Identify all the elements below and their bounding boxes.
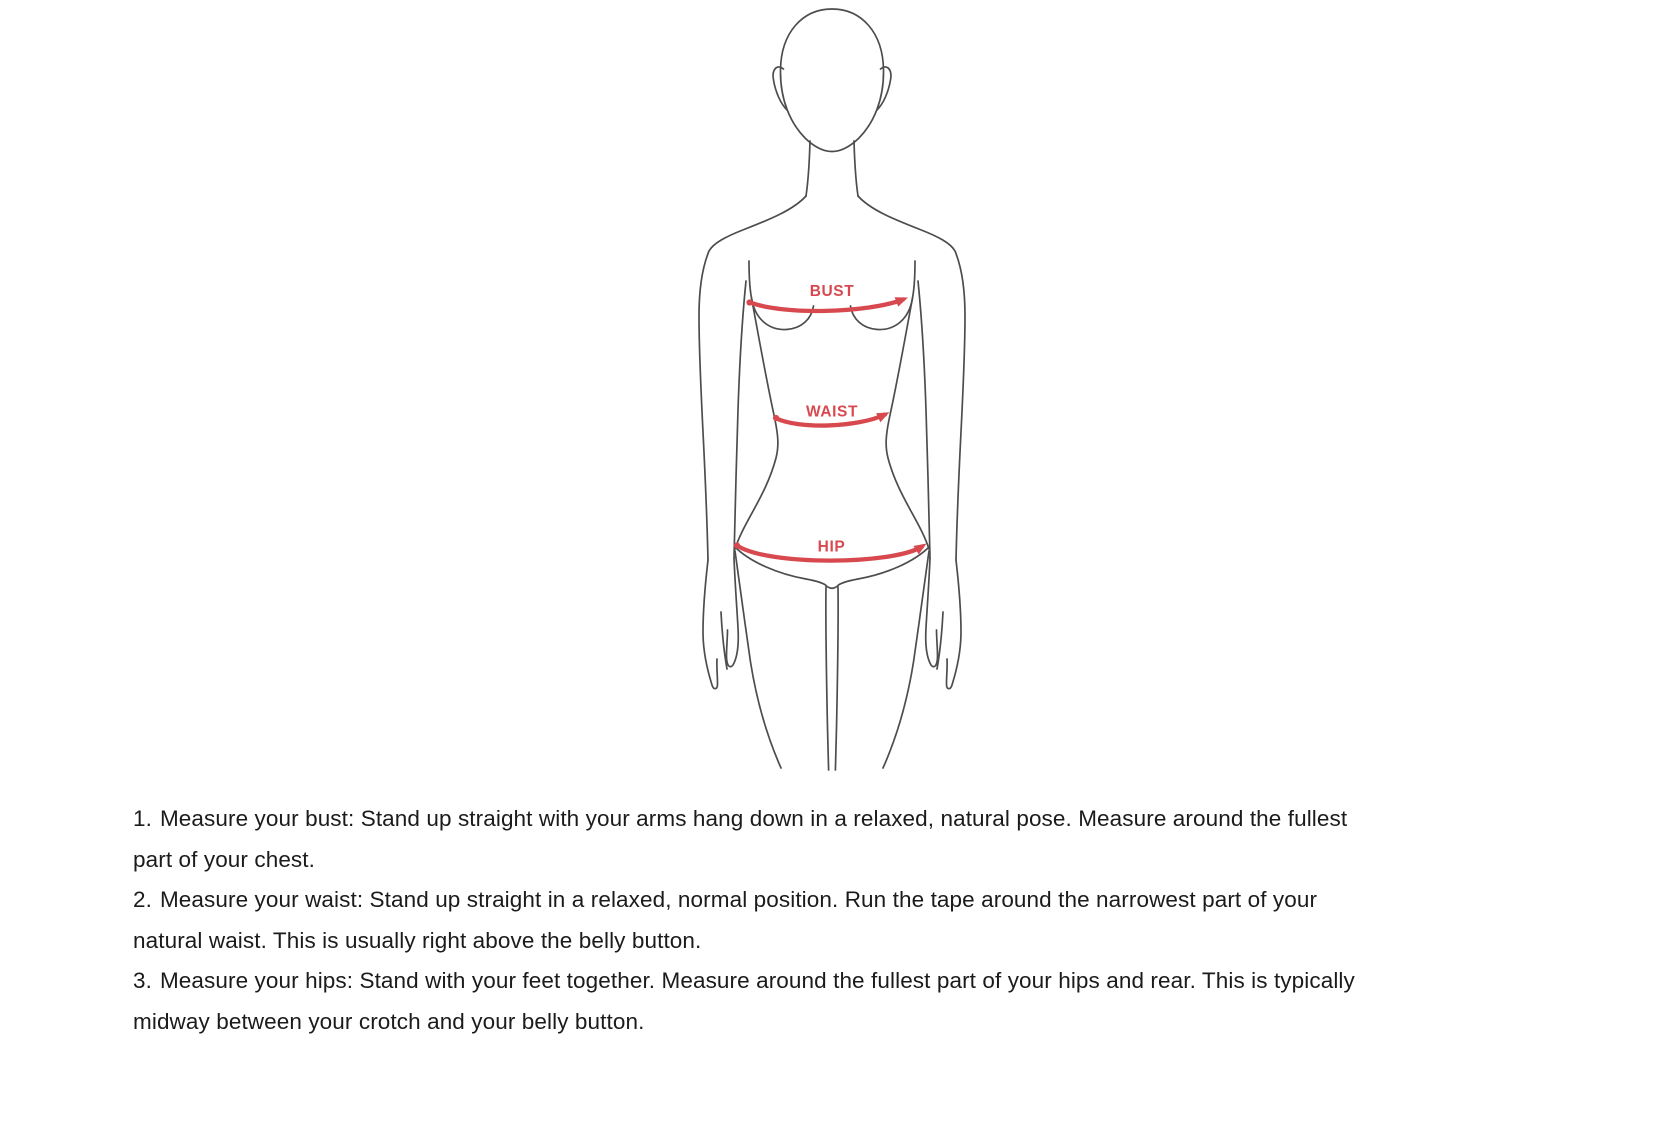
body-measurement-svg — [655, 0, 1009, 780]
instruction-3-text: Measure your hips: Stand with your feet together. Measure around the fullest part of your hips and rear. This is typically — [159, 968, 1355, 993]
neck-lines — [806, 141, 858, 196]
waist-arrow-start-dot — [773, 415, 779, 421]
left-shoulder-arm-outline — [699, 196, 806, 560]
waist-measurement — [773, 404, 890, 426]
instruction-3-line-1 — [133, 961, 1355, 1002]
outer-leg-lines — [735, 551, 929, 768]
right-shoulder-arm-outline — [858, 196, 965, 560]
instruction-2-number: 2. — [133, 887, 152, 912]
instruction-1-line-2: part of your chest. — [133, 846, 315, 872]
bust-arrowhead-icon — [895, 297, 908, 306]
waist-arrowhead-icon — [876, 412, 889, 422]
hip-measurement — [734, 539, 927, 561]
bust-measurement — [746, 283, 908, 311]
instruction-1-line-1 — [133, 799, 1355, 840]
instruction-3-number: 3. — [133, 968, 152, 993]
waist-label: WAIST — [805, 403, 859, 421]
body-measurement-figure — [655, 0, 1009, 780]
bust-label: BUST — [809, 283, 855, 300]
bust-arrow-start-dot — [746, 299, 752, 305]
inner-leg-lines — [826, 587, 838, 770]
instruction-1-text: Measure your bust: Stand up straight with your arms hang down in a relaxed, natural pose. Measure around the fullest — [159, 806, 1348, 831]
measurement-instructions — [133, 799, 1355, 1042]
instruction-2-line-2: natural waist. This is usually right above the belly button. — [133, 927, 702, 953]
instruction-2-text: Measure your waist: Stand up straight in a relaxed, normal position. Run the tape around the narrowest part of your — [159, 887, 1318, 912]
hip-arrowhead-icon — [913, 544, 926, 555]
bust-arrow — [749, 300, 903, 311]
left-hand — [703, 558, 738, 689]
head-outline — [780, 9, 883, 152]
instruction-3-line-2: midway between your crotch and your belly button. — [133, 1008, 645, 1034]
instruction-1-number: 1. — [133, 806, 152, 831]
hip-arrow-start-dot — [734, 542, 740, 548]
body-outline — [699, 9, 965, 770]
hip-label: HIP — [817, 538, 846, 556]
right-hand — [926, 558, 961, 689]
instruction-2-line-1 — [133, 880, 1355, 921]
